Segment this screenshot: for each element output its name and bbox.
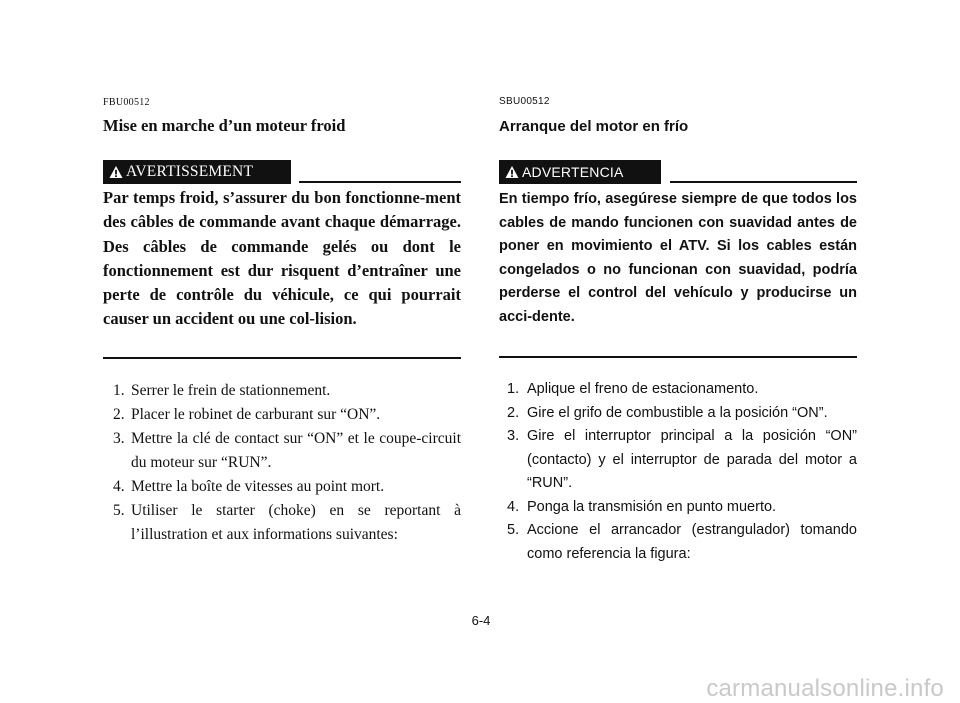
step-number: 4. xyxy=(507,498,520,515)
steps-list xyxy=(103,379,461,547)
page-number: 6-4 xyxy=(471,613,491,628)
step-number: 1. xyxy=(507,381,520,397)
list-item xyxy=(103,427,461,475)
step-number: 5. xyxy=(113,502,125,519)
step-text: Ponga la transmisión en punto muerto. xyxy=(527,498,777,515)
step-text: Utiliser le starter (choke) en se reportant à l’illustration et aux informations suivantes: xyxy=(131,502,461,543)
section-code: SBU00512 xyxy=(499,96,550,107)
step-text: Gire el grifo de combustible a la posición “ON”. xyxy=(527,404,828,421)
warning-header-rule xyxy=(299,181,461,183)
step-text: Mettre la boîte de vitesses au point mort. xyxy=(131,478,385,495)
list-item xyxy=(103,499,461,547)
step-text: Mettre la clé de contact sur “ON” et le coupe-circuit du moteur sur “RUN”. xyxy=(131,430,461,471)
watermark: carmanualsonline.info xyxy=(706,675,944,702)
step-number: 3. xyxy=(113,430,125,447)
warning-badge xyxy=(103,160,291,184)
section-title: Mise en marche d’un moteur froid xyxy=(103,116,346,135)
warning-text: En tiempo frío, asegúrese siempre de que todos los cables de mando funcionen con suavidad antes de poner en movimiento el ATV. Si los cables están congelados o no funcionan con suavidad, podría perderse el control del vehículo y producirse un acci-dente. xyxy=(499,191,857,325)
warning-header xyxy=(103,160,461,184)
step-number: 5. xyxy=(507,522,520,538)
step-number: 2. xyxy=(113,406,125,423)
warning-label: AVERTISSEMENT xyxy=(126,163,254,180)
step-text: Placer le robinet de carburant sur “ON”. xyxy=(131,406,381,423)
warning-end-rule xyxy=(103,357,461,359)
warning-end-rule xyxy=(499,356,857,358)
warning-triangle-icon xyxy=(505,165,519,179)
step-number: 2. xyxy=(507,404,520,421)
warning-triangle-icon xyxy=(109,165,123,179)
list-item xyxy=(103,379,461,403)
warning-header xyxy=(499,160,857,184)
list-item xyxy=(499,425,857,496)
steps-list xyxy=(499,378,857,566)
list-item xyxy=(499,378,857,402)
list-item xyxy=(499,402,857,426)
warning-header-rule xyxy=(670,181,857,183)
step-text: Gire el interruptor principal a la posición “ON” (contacto) y el interruptor de parada del motor a “RUN”. xyxy=(527,428,857,491)
step-number: 1. xyxy=(113,382,125,399)
list-item xyxy=(499,496,857,520)
warning-text: Par temps froid, s’assurer du bon fonctionne-ment des câbles de commande avant chaque démarrage. Des câbles de commande gelés ou dont le fonctionnement est dur risquent d’entraîner une perte de contrôle du véhicule, ce qui pourrait causer un accident ou une col-lision. xyxy=(103,188,461,329)
step-number: 4. xyxy=(113,478,125,495)
warning-label: ADVERTENCIA xyxy=(522,164,624,180)
step-text: Aplique el freno de estacionamento. xyxy=(527,381,759,397)
list-item xyxy=(499,519,857,566)
section-code: FBU00512 xyxy=(103,97,150,108)
list-item xyxy=(103,475,461,499)
list-item xyxy=(103,403,461,427)
section-title: Arranque del motor en frío xyxy=(499,118,689,135)
step-text: Serrer le frein de stationnement. xyxy=(131,382,331,399)
step-text: Accione el arrancador (estrangulador) tomando como referencia la figura: xyxy=(527,522,857,562)
warning-badge xyxy=(499,160,661,184)
step-number: 3. xyxy=(507,428,520,444)
